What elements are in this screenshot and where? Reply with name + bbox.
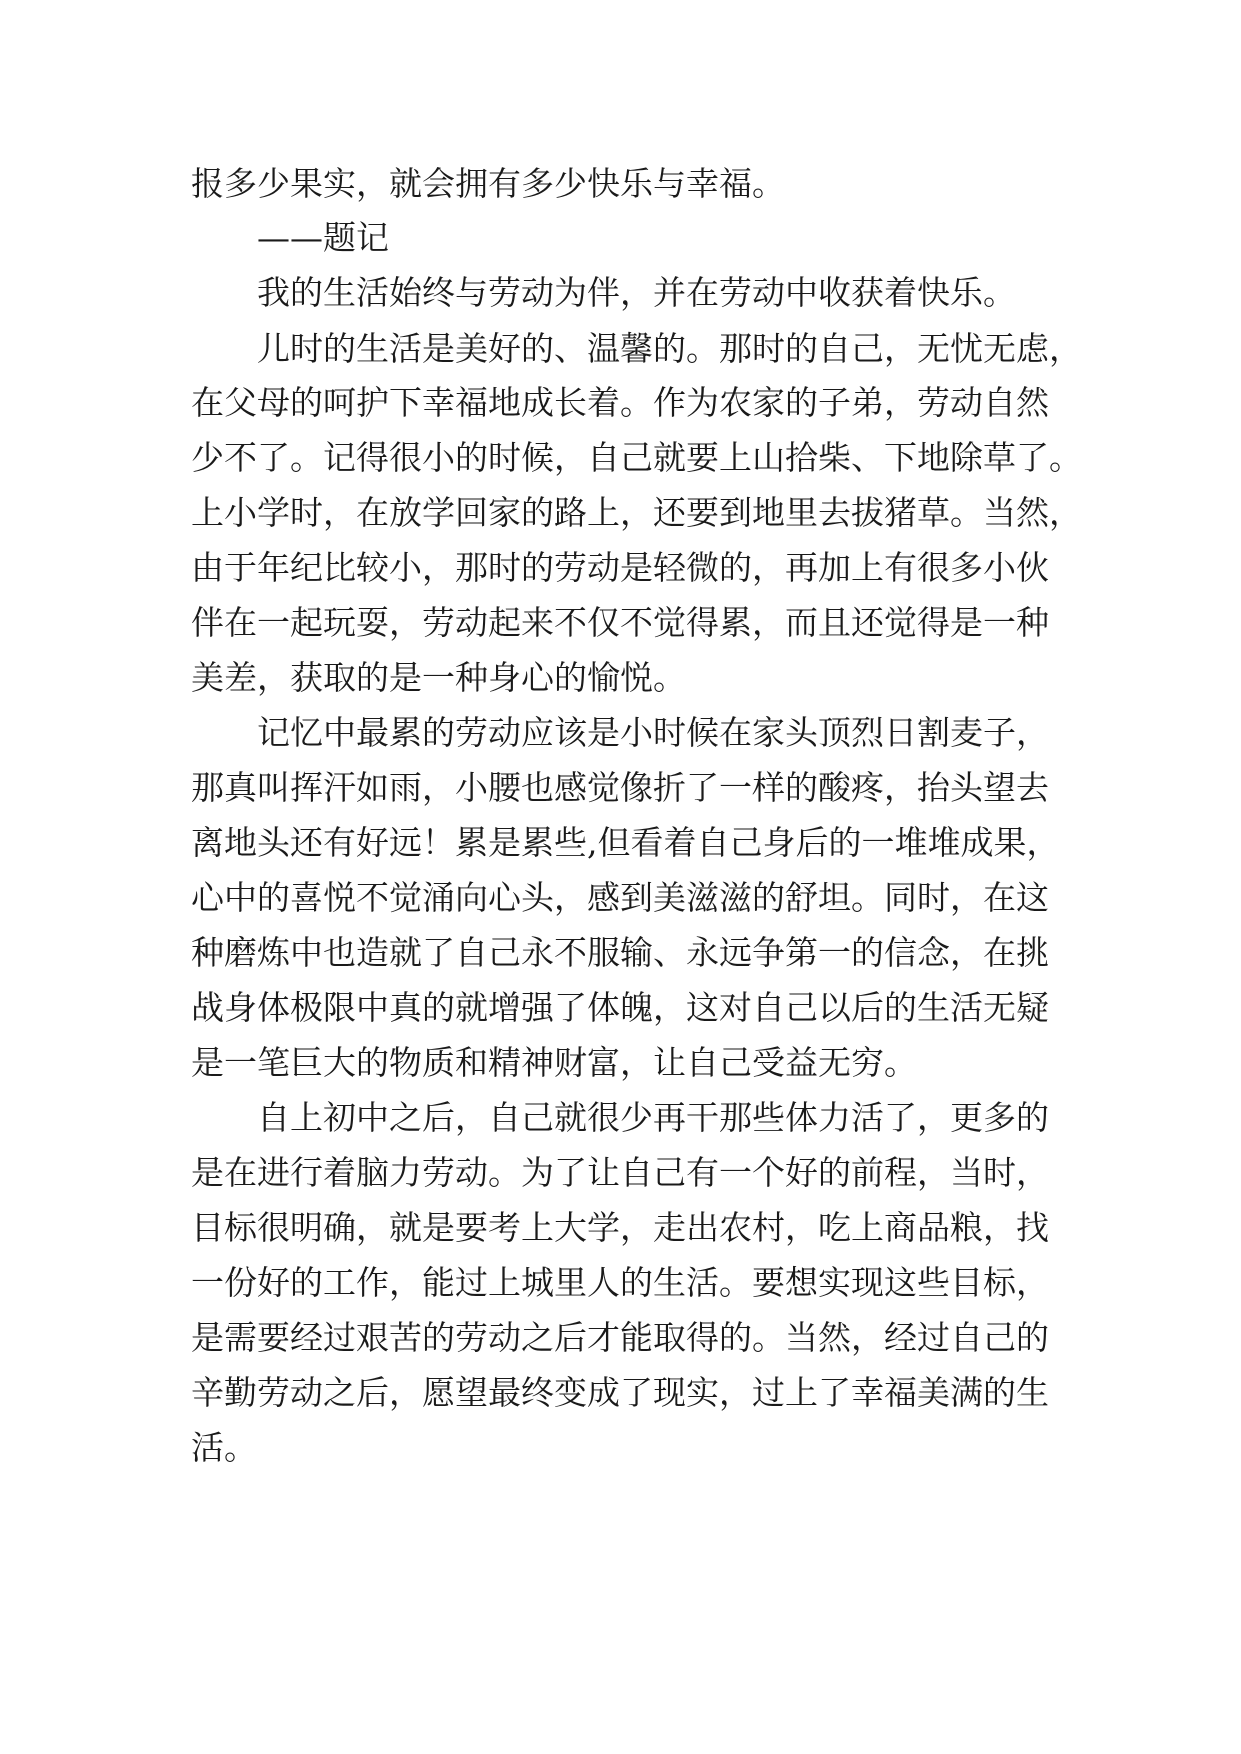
paragraph-line: 离地头还有好远！累是累些,但看着自己身后的一堆堆成果， bbox=[191, 823, 1060, 862]
paragraph-line: 在父母的呵护下幸福地成长着。作为农家的子弟，劳动自然 bbox=[191, 383, 1049, 422]
paragraph-line: 是需要经过艰苦的劳动之后才能取得的。当然，经过自己的 bbox=[191, 1318, 1049, 1357]
epigraph-attribution: ——题记 bbox=[257, 218, 389, 257]
paragraph-line: 战身体极限中真的就增强了体魄，这对自己以后的生活无疑 bbox=[191, 988, 1049, 1027]
paragraph-line: 我的生活始终与劳动为伴，并在劳动中收获着快乐。 bbox=[257, 273, 1016, 312]
paragraph-line: 自上初中之后，自己就很少再干那些体力活了，更多的 bbox=[257, 1098, 1049, 1137]
paragraph-line: 目标很明确，就是要考上大学，走出农村，吃上商品粮，找 bbox=[191, 1208, 1049, 1247]
paragraph-line: 上小学时，在放学回家的路上，还要到地里去拔猪草。当然， bbox=[191, 493, 1082, 532]
paragraph-line: 儿时的生活是美好的、温馨的。那时的自己，无忧无虑， bbox=[257, 329, 1082, 368]
paragraph-line: 种磨炼中也造就了自己永不服输、永远争第一的信念，在挑 bbox=[191, 933, 1049, 972]
epigraph-text-line: 报多少果实，就会拥有多少快乐与幸福。 bbox=[191, 164, 785, 203]
paragraph-line: 记忆中最累的劳动应该是小时候在家头顶烈日割麦子， bbox=[257, 713, 1049, 752]
paragraph-line: 少不了。记得很小的时候，自己就要上山拾柴、下地除草了。 bbox=[191, 438, 1082, 477]
paragraph-line: 美差，获取的是一种身心的愉悦。 bbox=[191, 658, 686, 697]
paragraph-line: 活。 bbox=[191, 1428, 257, 1467]
paragraph-line: 一份好的工作，能过上城里人的生活。要想实现这些目标， bbox=[191, 1263, 1049, 1302]
paragraph-line: 伴在一起玩耍，劳动起来不仅不觉得累，而且还觉得是一种 bbox=[191, 603, 1049, 642]
paragraph-line: 心中的喜悦不觉涌向心头，感到美滋滋的舒坦。同时，在这 bbox=[191, 878, 1049, 917]
paragraph-line: 那真叫挥汗如雨，小腰也感觉像折了一样的酸疼，抬头望去 bbox=[191, 768, 1049, 807]
paragraph-line: 是一笔巨大的物质和精神财富，让自己受益无穷。 bbox=[191, 1043, 917, 1082]
paragraph-line: 由于年纪比较小，那时的劳动是轻微的，再加上有很多小伙 bbox=[191, 548, 1049, 587]
paragraph-line: 辛勤劳动之后，愿望最终变成了现实，过上了幸福美满的生 bbox=[191, 1373, 1049, 1412]
paragraph-line: 是在进行着脑力劳动。为了让自己有一个好的前程，当时， bbox=[191, 1153, 1049, 1192]
